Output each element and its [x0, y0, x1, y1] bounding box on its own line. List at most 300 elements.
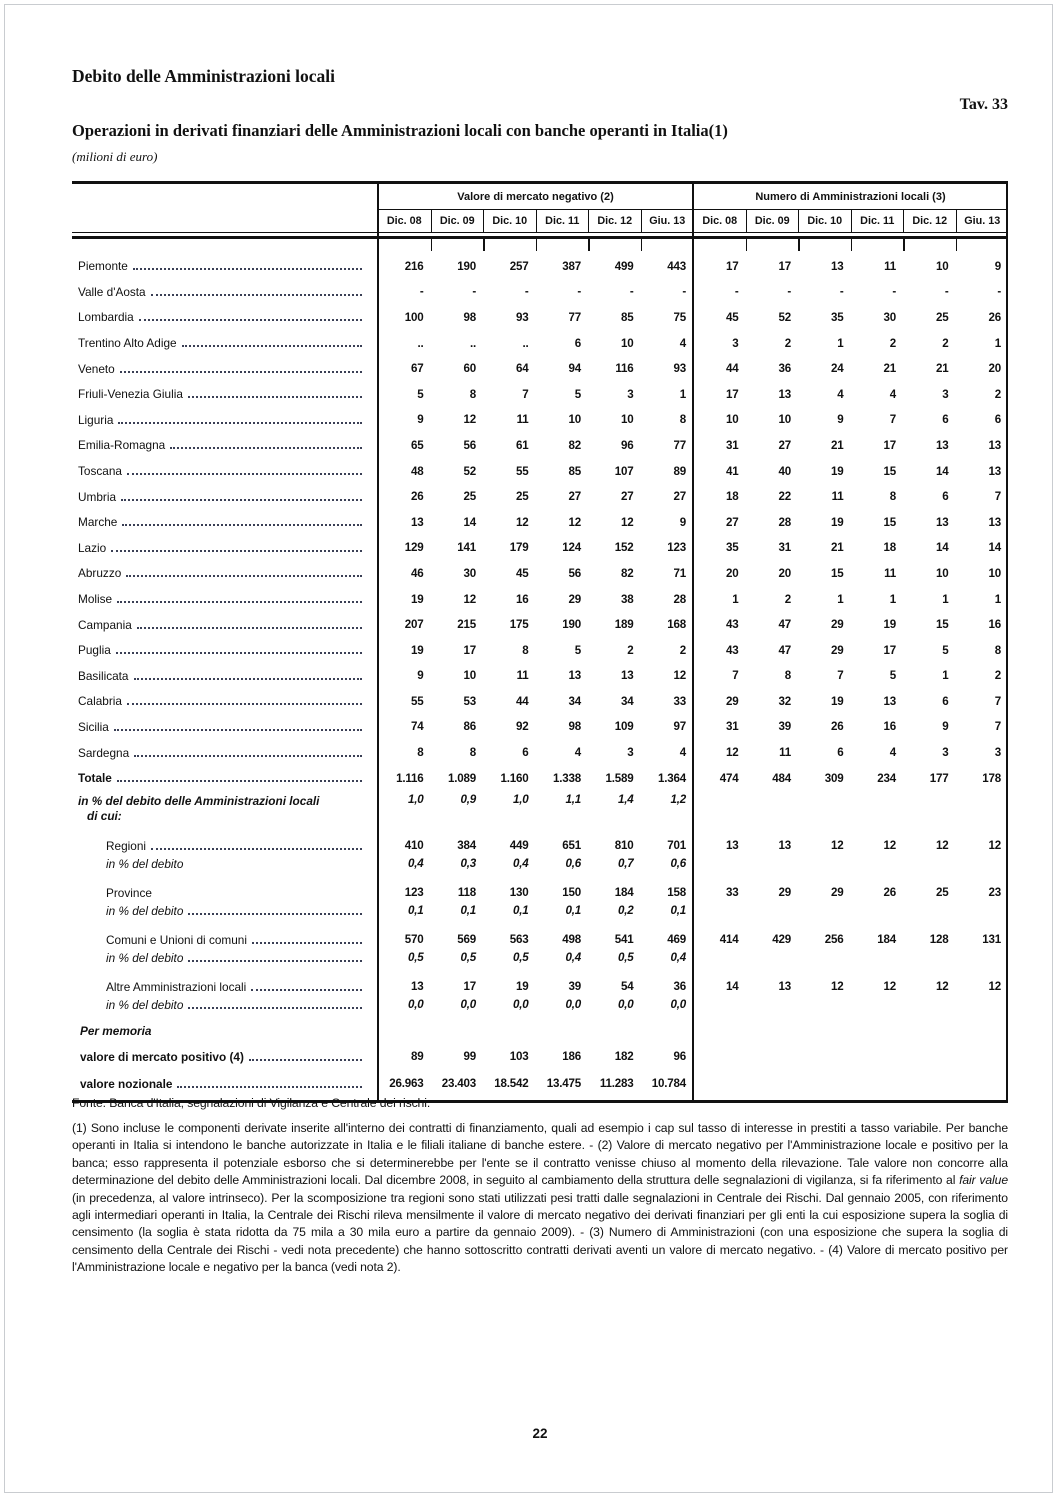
value-cell: 38: [621, 592, 634, 606]
group-header-negative-market-value: Valore di mercato negativo (2): [378, 184, 693, 210]
value-cell: 1: [889, 592, 896, 606]
value-cell: 96: [621, 438, 634, 452]
value-cell: 99: [463, 1050, 476, 1064]
value-cell: 46: [411, 566, 424, 580]
values-number-of-administrations: [693, 439, 1008, 452]
dotted-leader: [121, 499, 362, 501]
value-cell: 10: [568, 413, 581, 427]
value-cell: 33: [726, 886, 739, 900]
row-label: [72, 951, 378, 965]
value-cell: 41: [726, 464, 739, 478]
value-cell: 443: [667, 259, 686, 273]
value-cell: 34: [568, 694, 581, 708]
value-cell: 1.160: [500, 771, 529, 785]
values-negative-market-value: [378, 839, 693, 852]
value-cell: 56: [463, 438, 476, 452]
dotted-leader: [116, 652, 362, 654]
value-cell: 469: [667, 933, 686, 947]
value-cell: -: [892, 285, 896, 299]
value-cell: 103: [509, 1050, 529, 1064]
value-cell: 29: [831, 618, 844, 632]
value-cell: 25: [516, 490, 529, 504]
period-header-spacer: [72, 210, 378, 232]
values-negative-market-value: [378, 857, 693, 870]
section-title: Debito delle Amministrazioni locali: [72, 66, 335, 86]
value-cell: -: [734, 285, 739, 299]
value-cell: 10: [988, 566, 1001, 580]
value-cell: 0,7: [617, 857, 634, 871]
value-cell: 1: [732, 592, 739, 606]
values-number-of-administrations: [693, 669, 1008, 682]
row-label: [72, 669, 378, 683]
value-cell: 0,0: [565, 998, 581, 1012]
value-cell: 449: [509, 839, 529, 853]
value-cell: 20: [726, 566, 739, 580]
row-label-text: Province: [106, 885, 152, 900]
value-cell: 0,0: [670, 998, 686, 1012]
value-cell: 257: [509, 259, 529, 273]
value-cell: 31: [726, 438, 739, 452]
value-cell: 75: [673, 310, 686, 324]
value-cell: 6: [942, 413, 949, 427]
value-cell: 11: [884, 259, 896, 273]
row-label: [72, 285, 378, 299]
value-cell: 19: [831, 694, 844, 708]
period-header: Dic. 09: [746, 210, 799, 232]
value-cell: 6: [942, 694, 949, 708]
values-number-of-administrations: [693, 337, 1008, 350]
value-cell: 13: [621, 669, 634, 683]
table-body: [72, 239, 1008, 1100]
values-negative-market-value: [378, 490, 693, 503]
value-cell: 15: [831, 566, 844, 580]
table-row: [72, 254, 1008, 280]
value-cell: 3: [732, 336, 739, 350]
values-negative-market-value: [378, 998, 693, 1011]
value-cell: 35: [831, 310, 844, 324]
row-label: [72, 746, 378, 760]
value-cell: 215: [457, 618, 476, 632]
values-number-of-administrations: [693, 644, 1008, 657]
value-cell: 4: [679, 336, 686, 350]
table-row: [72, 1074, 1008, 1094]
values-number-of-administrations: [693, 362, 1008, 375]
values-number-of-administrations: [693, 593, 1008, 606]
value-cell: 19: [411, 643, 424, 657]
value-cell: 8: [784, 669, 791, 683]
table-period-header-row: [72, 210, 1008, 233]
value-cell: 8: [417, 746, 424, 760]
value-cell: 52: [463, 464, 476, 478]
value-cell: 12: [463, 592, 476, 606]
row-label: [72, 694, 378, 708]
value-cell: 82: [621, 566, 634, 580]
value-cell: ..: [469, 336, 476, 350]
value-cell: 43: [726, 618, 739, 632]
value-cell: 2: [994, 669, 1001, 683]
value-cell: 20: [778, 566, 791, 580]
value-cell: 56: [568, 566, 581, 580]
value-cell: 67: [411, 362, 424, 376]
table-row: [72, 765, 1008, 791]
value-cell: 109: [614, 720, 634, 734]
value-cell: -: [944, 285, 949, 299]
row-label-second-line: di cui:: [87, 808, 122, 823]
value-cell: 8: [994, 643, 1001, 657]
value-cell: 0,2: [617, 904, 634, 918]
group-header-spacer: [72, 184, 378, 210]
value-cell: 0,4: [670, 951, 686, 965]
dotted-leader: [134, 755, 362, 757]
dotted-leader: [188, 913, 362, 915]
data-table: [72, 181, 1008, 1103]
values-negative-market-value: [378, 413, 693, 426]
values-number-of-administrations: [693, 933, 1008, 946]
value-cell: 53: [463, 694, 476, 708]
period-header: Giu. 13: [956, 210, 1009, 232]
values-negative-market-value: [378, 439, 693, 452]
value-cell: 10: [726, 413, 739, 427]
value-cell: 17: [726, 387, 739, 401]
value-cell: 190: [457, 259, 476, 273]
table-row: [72, 305, 1008, 331]
value-cell: 94: [568, 362, 581, 376]
values-number-of-administrations: [693, 886, 1008, 899]
row-label: [72, 771, 378, 785]
row-label: [72, 438, 378, 452]
value-cell: 7: [994, 720, 1001, 734]
value-cell: 39: [568, 980, 581, 994]
column-tick: [798, 239, 800, 251]
value-cell: 1,2: [670, 792, 686, 806]
table-row: [72, 1047, 1008, 1067]
value-cell: 12: [936, 839, 949, 853]
values-negative-market-value: [378, 567, 693, 580]
table-row: [72, 793, 1008, 826]
value-cell: 0,5: [617, 951, 634, 965]
row-label: [72, 387, 378, 401]
value-cell: 5: [417, 387, 424, 401]
row-label-text: Altre Amministrazioni locali: [106, 979, 247, 994]
value-cell: 1.364: [657, 771, 686, 785]
value-cell: 1: [942, 669, 949, 683]
value-cell: 25: [936, 310, 949, 324]
values-number-of-administrations: [693, 516, 1008, 529]
value-cell: 569: [457, 933, 476, 947]
table-group-header-row: [72, 184, 1008, 210]
period-header: Dic. 09: [431, 210, 484, 232]
table-row: [72, 663, 1008, 689]
period-header: Dic. 10: [798, 210, 851, 232]
row-label-text: Friuli-Venezia Giulia: [78, 387, 183, 402]
footnotes: [72, 1120, 1008, 1277]
dotted-leader: [117, 601, 362, 603]
value-cell: 118: [457, 886, 476, 900]
dotted-leader: [151, 848, 362, 850]
row-label: [72, 259, 378, 273]
value-cell: 1,0: [512, 792, 529, 806]
value-cell: 158: [667, 886, 686, 900]
row-label-text: in % del debito: [106, 997, 184, 1012]
values-negative-market-value: [378, 644, 693, 657]
value-cell: 26.963: [389, 1077, 424, 1091]
value-cell: 27: [778, 438, 791, 452]
value-cell: 11: [516, 413, 529, 427]
value-cell: 168: [667, 618, 686, 632]
value-cell: 3: [627, 387, 634, 401]
value-cell: 17: [778, 259, 791, 273]
value-cell: 129: [404, 541, 424, 555]
period-header: Dic. 10: [483, 210, 536, 232]
row-label-text: Calabria: [78, 694, 122, 709]
value-cell: 12: [988, 980, 1001, 994]
dotted-leader: [117, 780, 362, 782]
table-row: [72, 637, 1008, 663]
row-label-text: Marche: [78, 515, 118, 530]
values-number-of-administrations: [693, 618, 1008, 631]
period-header: Dic. 12: [903, 210, 956, 232]
period-header: Dic. 12: [588, 210, 641, 232]
dotted-leader: [118, 422, 362, 424]
value-cell: 23.403: [441, 1077, 476, 1091]
value-cell: 6: [574, 336, 581, 350]
table-row: [72, 740, 1008, 766]
table-row: [72, 484, 1008, 510]
values-negative-market-value: [378, 593, 693, 606]
row-label-text: Lombardia: [78, 310, 134, 325]
value-cell: 4: [889, 746, 896, 760]
value-cell: 9: [837, 413, 844, 427]
value-cell: 0,1: [565, 904, 581, 918]
values-negative-market-value: [378, 951, 693, 964]
row-label-text: in % del debito: [106, 950, 184, 965]
row-label-text: Sardegna: [78, 745, 130, 760]
value-cell: 13: [568, 669, 581, 683]
value-cell: 128: [929, 933, 949, 947]
value-cell: 36: [673, 980, 686, 994]
table-row: [72, 356, 1008, 382]
value-cell: 1: [837, 336, 844, 350]
value-cell: 45: [516, 566, 529, 580]
value-cell: 11: [516, 669, 529, 683]
value-cell: 14: [726, 980, 739, 994]
value-cell: 387: [562, 259, 581, 273]
value-cell: 15: [883, 515, 896, 529]
value-cell: 10: [936, 566, 949, 580]
value-cell: 25: [463, 490, 476, 504]
row-label: [72, 541, 378, 555]
value-cell: 12: [516, 515, 529, 529]
value-cell: 3: [942, 387, 949, 401]
value-cell: 21: [831, 438, 844, 452]
value-cell: 0,0: [460, 998, 476, 1012]
value-cell: 563: [509, 933, 529, 947]
footnote-italic-fair-value: fair value: [959, 1173, 1008, 1188]
value-cell: 8: [522, 643, 529, 657]
values-number-of-administrations: [693, 388, 1008, 401]
value-cell: 24: [831, 362, 844, 376]
period-header: Dic. 11: [851, 210, 904, 232]
row-label: [72, 998, 378, 1012]
column-tick: [746, 239, 748, 251]
value-cell: 1,4: [617, 792, 634, 806]
value-cell: 9: [417, 413, 424, 427]
value-cell: 499: [614, 259, 634, 273]
values-number-of-administrations: [693, 260, 1008, 273]
values-negative-market-value: [378, 886, 693, 899]
row-label-text: Toscana: [78, 464, 122, 479]
value-cell: 27: [673, 490, 686, 504]
value-cell: 13: [988, 464, 1001, 478]
value-cell: 54: [621, 980, 634, 994]
value-cell: 0,9: [460, 792, 476, 806]
value-cell: 13: [988, 515, 1001, 529]
value-cell: 60: [463, 362, 476, 376]
row-label: [72, 1050, 378, 1064]
value-cell: 10: [936, 259, 949, 273]
table-row: [72, 978, 1008, 996]
value-cell: 29: [831, 643, 844, 657]
dotted-leader: [139, 319, 362, 321]
value-cell: 309: [824, 771, 844, 785]
value-cell: 13: [411, 980, 424, 994]
values-negative-market-value: [378, 465, 693, 478]
value-cell: 19: [831, 464, 844, 478]
row-label: [72, 566, 378, 580]
table-row: [72, 458, 1008, 484]
value-cell: 93: [516, 310, 529, 324]
value-cell: 0,3: [460, 857, 476, 871]
values-negative-market-value: [378, 669, 693, 682]
table-row: [72, 433, 1008, 459]
value-cell: 13: [778, 980, 791, 994]
value-cell: 429: [772, 933, 791, 947]
row-label-text: valore nozionale: [80, 1076, 173, 1091]
value-cell: 124: [562, 541, 581, 555]
value-cell: ..: [522, 336, 529, 350]
column-tick: [431, 239, 433, 251]
row-label-text: Lazio: [78, 540, 107, 555]
value-cell: 12: [568, 515, 581, 529]
dotted-leader: [126, 575, 362, 577]
value-cell: 16: [988, 618, 1001, 632]
value-cell: 10: [621, 413, 634, 427]
value-cell: 29: [568, 592, 581, 606]
values-negative-market-value: [378, 980, 693, 993]
value-cell: 31: [726, 720, 739, 734]
value-cell: 18: [726, 490, 739, 504]
value-cell: -: [577, 285, 581, 299]
dotted-leader: [114, 729, 362, 731]
value-cell: 2: [627, 643, 634, 657]
value-cell: 107: [614, 464, 634, 478]
value-cell: 184: [877, 933, 896, 947]
row-label: [72, 720, 378, 734]
values-number-of-administrations: [693, 839, 1008, 852]
value-cell: 26: [883, 886, 896, 900]
value-cell: 40: [778, 464, 791, 478]
value-cell: 9: [942, 720, 949, 734]
value-cell: 16: [883, 720, 896, 734]
value-cell: 1: [942, 592, 949, 606]
value-cell: 36: [778, 362, 791, 376]
value-cell: 256: [824, 933, 844, 947]
column-tick: [588, 239, 590, 251]
table-row: [72, 714, 1008, 740]
dotted-leader: [120, 371, 362, 373]
value-cell: 14: [936, 541, 949, 555]
row-label-text: in % del debito: [106, 856, 184, 871]
row-label: [72, 839, 378, 853]
value-cell: 9: [679, 515, 686, 529]
value-cell: 3: [994, 746, 1001, 760]
group-header-number-of-administrations: Numero di Amministrazioni locali (3): [693, 184, 1008, 210]
value-cell: 207: [404, 618, 424, 632]
value-cell: 570: [404, 933, 424, 947]
column-tick: [483, 239, 485, 251]
dotted-leader: [133, 268, 362, 270]
value-cell: 234: [877, 771, 896, 785]
row-label-text: in % del debito delle Amministrazioni locali: [78, 793, 320, 808]
value-cell: 10: [463, 669, 476, 683]
value-cell: 5: [942, 643, 949, 657]
row-label: [72, 592, 378, 606]
value-cell: 10: [621, 336, 634, 350]
value-cell: 13: [778, 387, 791, 401]
row-label-text: Sicilia: [78, 719, 109, 734]
table-row: [72, 535, 1008, 561]
value-cell: 92: [516, 720, 529, 734]
value-cell: 11.283: [599, 1077, 634, 1091]
row-label-text: Valle d'Aosta: [78, 284, 146, 299]
value-cell: 71: [673, 566, 686, 580]
value-cell: ..: [417, 336, 424, 350]
values-number-of-administrations: [693, 695, 1008, 708]
value-cell: 2: [784, 592, 791, 606]
dotted-leader: [249, 1059, 362, 1061]
value-cell: 0,4: [407, 857, 424, 871]
dotted-leader: [127, 473, 362, 475]
row-label: [72, 618, 378, 632]
values-negative-market-value: [378, 618, 693, 631]
row-label-text: Puglia: [78, 643, 111, 658]
row-label-text: in % del debito: [106, 903, 184, 918]
value-cell: 701: [667, 839, 686, 853]
row-label: [72, 464, 378, 478]
value-cell: 33: [673, 694, 686, 708]
value-cell: 27: [621, 490, 634, 504]
table-title: Operazioni in derivati finanziari delle Amministrazioni locali con banche operanti in Italia(1): [72, 121, 728, 140]
value-cell: 4: [679, 746, 686, 760]
value-cell: 30: [463, 566, 476, 580]
value-cell: 186: [562, 1050, 581, 1064]
value-cell: 1.589: [605, 771, 634, 785]
value-cell: 10: [778, 413, 791, 427]
value-cell: 123: [667, 541, 686, 555]
period-header: Dic. 11: [536, 210, 589, 232]
values-negative-market-value: [378, 541, 693, 554]
value-cell: 2: [942, 336, 949, 350]
row-label: [72, 643, 378, 657]
table-row: [72, 509, 1008, 535]
row-label: [72, 413, 378, 427]
values-negative-market-value: [378, 388, 693, 401]
value-cell: 7: [889, 413, 896, 427]
column-tick: [851, 239, 853, 251]
value-cell: 98: [568, 720, 581, 734]
value-cell: 6: [522, 746, 529, 760]
dotted-leader: [137, 627, 362, 629]
